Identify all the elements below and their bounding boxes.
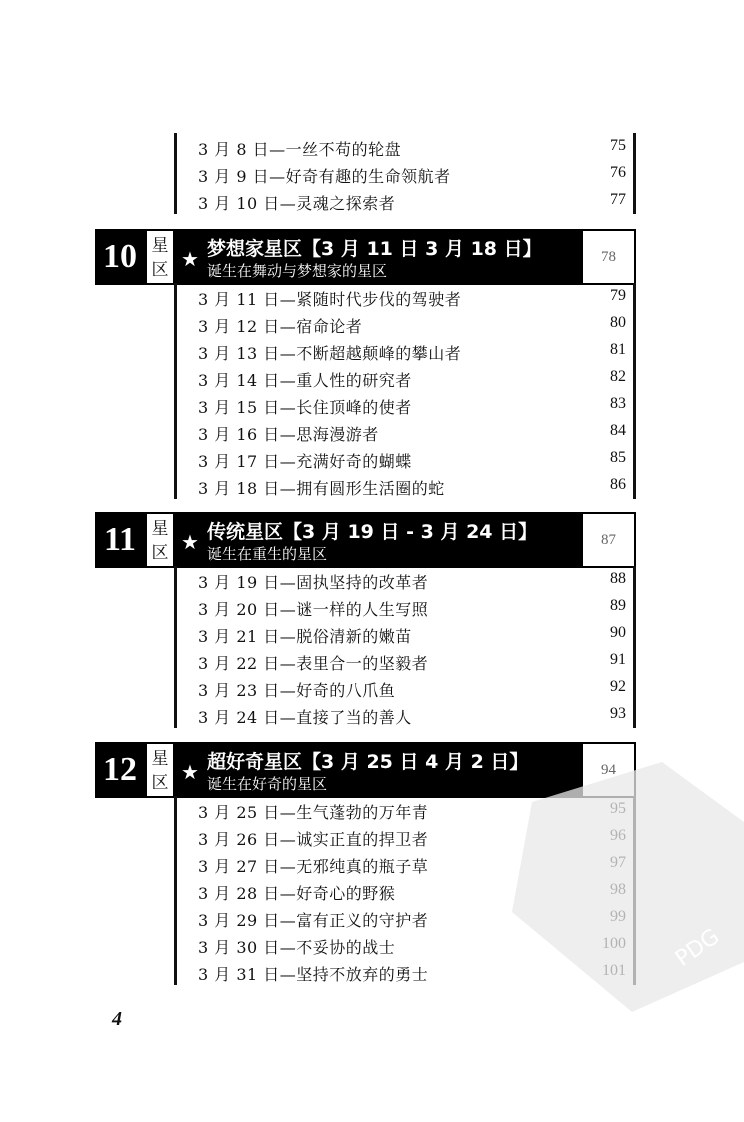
entry-title: 3 月 8 日—一丝不苟的轮盘 [198,140,402,159]
entries-section-10 [174,283,636,499]
toc-entry[interactable] [174,187,636,214]
entry-title: 3 月 20 日—谜一样的人生写照 [198,600,429,619]
entry-title: 3 月 15 日—长住顶峰的使者 [198,398,412,417]
section-header-11[interactable] [95,512,636,568]
watermark-text: PDG [671,924,725,972]
toc-entry[interactable] [174,701,636,728]
toc-entry[interactable] [174,418,636,445]
entry-page: 80 [610,314,626,331]
entry-title: 3 月 19 日—固执坚持的改革者 [198,573,429,592]
entry-page: 77 [610,191,626,208]
entry-title: 3 月 9 日—好奇有趣的生命领航者 [198,167,451,186]
section-page: 87 [581,512,636,568]
toc-entry[interactable] [174,566,636,593]
toc-entry[interactable] [174,593,636,620]
entry-title: 3 月 14 日—重人性的研究者 [198,371,412,390]
entry-page: 83 [610,395,626,412]
entry-title: 3 月 17 日—充满好奇的蝴蝶 [198,452,412,471]
toc-entry[interactable] [174,647,636,674]
entry-page: 93 [610,705,626,722]
section-subtitle: 诞生在好奇的星区 [207,775,328,793]
entry-page: 85 [610,449,626,466]
toc-entry[interactable] [174,133,636,160]
page-number: 4 [112,1008,122,1030]
entry-title: 3 月 22 日—表里合一的坚毅者 [198,654,429,673]
star-icon: ★ [181,530,199,554]
section-number: 12 [95,742,145,798]
entry-page: 79 [610,287,626,304]
entry-page: 91 [610,651,626,668]
entry-title: 3 月 30 日—不妥协的战士 [198,938,396,957]
section-tag: 星区 [145,742,175,798]
section-tag: 星区 [145,512,175,568]
section-header-10[interactable] [95,229,636,285]
section-title: 梦想家星区【3 月 11 日 3 月 18 日】 [207,238,542,260]
entry-page: 90 [610,624,626,641]
toc-entry[interactable] [174,620,636,647]
entry-page: 86 [610,476,626,493]
entry-title: 3 月 27 日—无邪纯真的瓶子草 [198,857,429,876]
entry-page: 81 [610,341,626,358]
entry-page: 76 [610,164,626,181]
entry-title: 3 月 25 日—生气蓬勃的万年青 [198,803,429,822]
section-number: 11 [95,512,145,568]
section-page: 94 [581,742,636,798]
toc-entry[interactable] [174,337,636,364]
star-icon: ★ [181,247,199,271]
section-title: 超好奇星区【3 月 25 日 4 月 2 日】 [207,751,529,773]
watermark-seal [512,762,744,1012]
toc-entry[interactable] [174,445,636,472]
star-icon: ★ [181,760,199,784]
toc-entry[interactable] [174,472,636,499]
entries-section-11 [174,566,636,728]
section-subtitle: 诞生在舞动与梦想家的星区 [207,262,388,280]
entry-title: 3 月 16 日—思海漫游者 [198,425,379,444]
entry-title: 3 月 23 日—好奇的八爪鱼 [198,681,396,700]
section-subtitle: 诞生在重生的星区 [207,545,328,563]
entries-top [174,133,636,214]
toc-entry[interactable] [174,364,636,391]
entry-title: 3 月 18 日—拥有圆形生活圈的蛇 [198,479,445,498]
entry-title: 3 月 24 日—直接了当的善人 [198,708,412,727]
entry-page: 82 [610,368,626,385]
entry-title: 3 月 10 日—灵魂之探索者 [198,194,396,213]
entry-page: 75 [610,137,626,154]
toc-entry[interactable] [174,160,636,187]
section-tag: 星区 [145,229,175,285]
section-title: 传统星区【3 月 19 日 - 3 月 24 日】 [207,521,538,543]
toc-entry[interactable] [174,674,636,701]
entry-title: 3 月 31 日—坚持不放弃的勇士 [198,965,429,984]
toc-entry[interactable] [174,310,636,337]
section-title-bar [175,229,581,285]
entry-page: 92 [610,678,626,695]
toc-entry[interactable] [174,391,636,418]
entry-title: 3 月 13 日—不断超越颠峰的攀山者 [198,344,462,363]
entry-title: 3 月 21 日—脱俗清新的嫩苗 [198,627,412,646]
section-title-bar [175,512,581,568]
entry-title: 3 月 12 日—宿命论者 [198,317,363,336]
entry-title: 3 月 28 日—好奇心的野猴 [198,884,396,903]
entry-title: 3 月 11 日—紧随时代步伐的驾驶者 [198,290,462,309]
entry-title: 3 月 26 日—诚实正直的捍卫者 [198,830,429,849]
entry-page: 89 [610,597,626,614]
section-number: 10 [95,229,145,285]
entry-page: 84 [610,422,626,439]
entry-page: 88 [610,570,626,587]
entry-title: 3 月 29 日—富有正义的守护者 [198,911,429,930]
toc-entry[interactable] [174,283,636,310]
section-page: 78 [581,229,636,285]
